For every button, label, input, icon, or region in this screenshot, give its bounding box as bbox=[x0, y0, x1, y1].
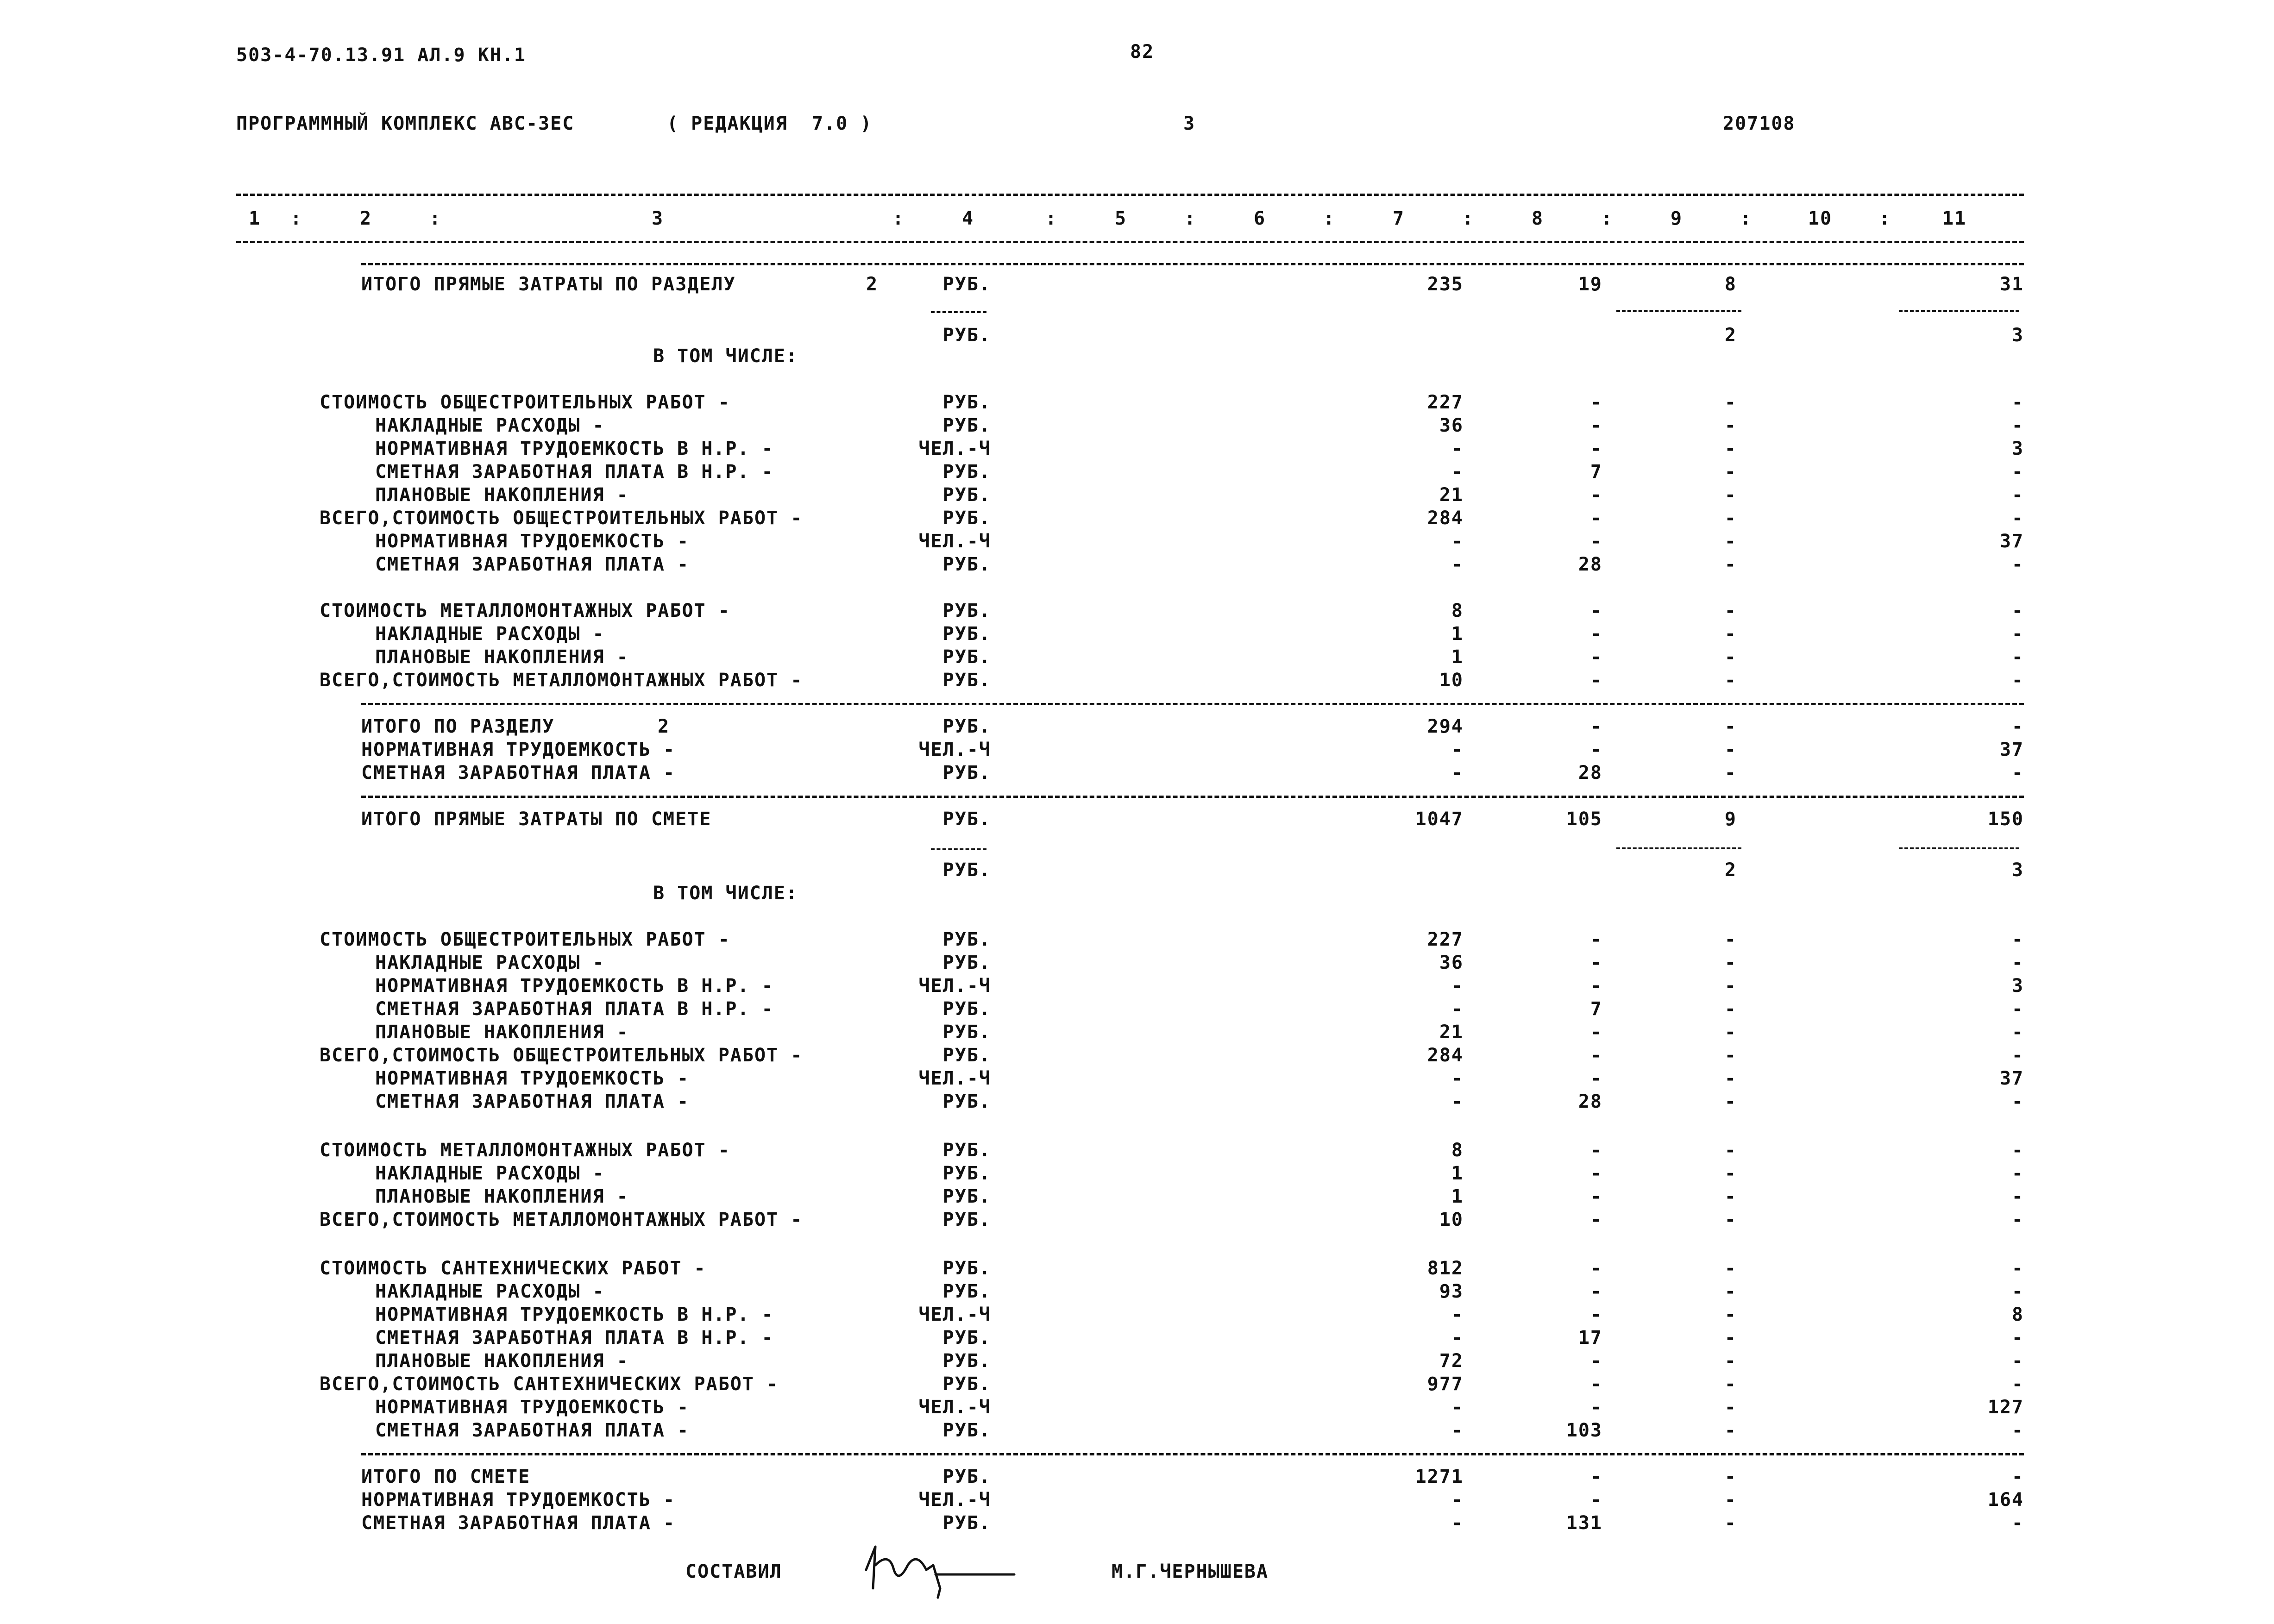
row-value-c11: - bbox=[2011, 1327, 2024, 1348]
row-value-c7: - bbox=[1451, 461, 1464, 483]
row-label: НАКЛАДНЫЕ РАСХОДЫ - bbox=[375, 1163, 605, 1184]
row-value-c9: - bbox=[1724, 1466, 1737, 1487]
row-value-c11: 3 bbox=[2011, 325, 2024, 346]
row-value-c8: 28 bbox=[1578, 762, 1602, 784]
row-value-c8: 19 bbox=[1578, 274, 1602, 295]
col-header-11: 11 bbox=[1942, 208, 1967, 229]
row-value-c9: - bbox=[1724, 508, 1737, 529]
col-separator: : bbox=[1601, 208, 1614, 229]
row-label: СТОИМОСТЬ ОБЩЕСТРОИТЕЛЬНЫХ РАБОТ - bbox=[320, 929, 730, 950]
row-unit: РУБ. bbox=[942, 1022, 991, 1043]
row-value-c8: - bbox=[1590, 670, 1602, 691]
row-value-c8: - bbox=[1590, 1186, 1602, 1207]
row-unit: РУБ. bbox=[942, 554, 991, 575]
row-value-c11: - bbox=[2011, 1258, 2024, 1279]
row-value-c7: - bbox=[1451, 1397, 1464, 1418]
row-value-c8: - bbox=[1590, 1045, 1602, 1066]
col-header-8: 8 bbox=[1531, 208, 1544, 229]
row-value-c7: 1 bbox=[1451, 1186, 1464, 1207]
row-value-c7: 10 bbox=[1439, 670, 1464, 691]
row-value-c11: - bbox=[2011, 1163, 2024, 1184]
col9-underline bbox=[1616, 847, 1741, 849]
row-value-c8: - bbox=[1590, 1350, 1602, 1372]
row-unit: ЧЕЛ.-Ч bbox=[918, 739, 991, 760]
col-separator: : bbox=[892, 208, 905, 229]
row-value-c11: 37 bbox=[1999, 739, 2024, 760]
row-value-c11: - bbox=[2011, 461, 2024, 483]
program-title: ПРОГРАММНЫЙ КОМПЛЕКС АВС-3ЕС bbox=[236, 113, 575, 134]
row-value-c9: - bbox=[1724, 929, 1737, 950]
row-unit: РУБ. bbox=[942, 1327, 991, 1348]
row-value-c7: 72 bbox=[1439, 1350, 1464, 1372]
col-header-3: 3 bbox=[651, 208, 664, 229]
composer-name: М.Г.ЧЕРНЫШЕВА bbox=[1112, 1561, 1269, 1582]
row-value-c9: - bbox=[1724, 1304, 1737, 1325]
row-value-c8: - bbox=[1590, 1397, 1602, 1418]
row-value-c11: - bbox=[2011, 1209, 2024, 1230]
row-value-c7: 812 bbox=[1427, 1258, 1464, 1279]
row-value-c9: - bbox=[1724, 392, 1737, 413]
row-unit: РУБ. bbox=[942, 762, 991, 784]
row-label: СМЕТНАЯ ЗАРАБОТНАЯ ПЛАТА - bbox=[375, 1420, 690, 1441]
row-value-c9: - bbox=[1724, 670, 1737, 691]
row-unit: РУБ. bbox=[942, 859, 991, 881]
row-value-c7: 227 bbox=[1427, 929, 1464, 950]
row-value-c9: - bbox=[1724, 484, 1737, 506]
row-label: СТОИМОСТЬ ОБЩЕСТРОИТЕЛЬНЫХ РАБОТ - bbox=[320, 392, 730, 413]
col11-underline bbox=[1899, 847, 2019, 849]
row-label: СМЕТНАЯ ЗАРАБОТНАЯ ПЛАТА В Н.Р. - bbox=[375, 998, 774, 1020]
row-value-c7: 235 bbox=[1427, 274, 1464, 295]
row-value-c7: - bbox=[1451, 438, 1464, 459]
row-label: ПЛАНОВЫЕ НАКОПЛЕНИЯ - bbox=[375, 1022, 629, 1043]
row-label: НАКЛАДНЫЕ РАСХОДЫ - bbox=[375, 415, 605, 436]
row-value-c11: - bbox=[2011, 1022, 2024, 1043]
row-value-c9: - bbox=[1724, 600, 1737, 621]
row-section-number: 2 bbox=[866, 274, 879, 295]
row-value-c9: - bbox=[1724, 952, 1737, 973]
row-label: ПЛАНОВЫЕ НАКОПЛЕНИЯ - bbox=[375, 646, 629, 668]
row-value-c7: 36 bbox=[1439, 415, 1464, 436]
col11-underline bbox=[1899, 310, 2019, 312]
row-value-c7: - bbox=[1451, 1512, 1464, 1534]
row-label: НОРМАТИВНАЯ ТРУДОЕМКОСТЬ В Н.Р. - bbox=[375, 1304, 774, 1325]
col9-underline bbox=[1616, 310, 1741, 312]
row-value-c9: - bbox=[1724, 762, 1737, 784]
row-value-c9: - bbox=[1724, 1373, 1737, 1395]
col-separator: : bbox=[1740, 208, 1753, 229]
row-unit: ЧЕЛ.-Ч bbox=[918, 1304, 991, 1325]
row-value-c8: - bbox=[1590, 600, 1602, 621]
row-value-c9: - bbox=[1724, 1420, 1737, 1441]
row-label: ВСЕГО,СТОИМОСТЬ ОБЩЕСТРОИТЕЛЬНЫХ РАБОТ - bbox=[320, 1045, 803, 1066]
row-unit: ЧЕЛ.-Ч bbox=[918, 531, 991, 552]
row-unit: РУБ. bbox=[942, 1140, 991, 1161]
row-unit: РУБ. bbox=[942, 1209, 991, 1230]
row-label: В ТОМ ЧИСЛЕ: bbox=[653, 883, 798, 904]
unit-underline bbox=[931, 311, 986, 313]
row-label: НАКЛАДНЫЕ РАСХОДЫ - bbox=[375, 952, 605, 973]
row-label: ВСЕГО,СТОИМОСТЬ ОБЩЕСТРОИТЕЛЬНЫХ РАБОТ - bbox=[320, 508, 803, 529]
row-unit: РУБ. bbox=[942, 461, 991, 483]
row-unit: РУБ. bbox=[942, 274, 991, 295]
row-value-c7: - bbox=[1451, 1489, 1464, 1511]
row-value-c8: - bbox=[1590, 739, 1602, 760]
row-value-c9: - bbox=[1724, 1045, 1737, 1066]
row-label: ВСЕГО,СТОИМОСТЬ МЕТАЛЛОМОНТАЖНЫХ РАБОТ - bbox=[320, 670, 803, 691]
row-unit: РУБ. bbox=[942, 1350, 991, 1372]
row-label: В ТОМ ЧИСЛЕ: bbox=[653, 345, 798, 367]
row-unit: РУБ. bbox=[942, 670, 991, 691]
row-unit: РУБ. bbox=[942, 646, 991, 668]
section-divider bbox=[361, 263, 2024, 265]
row-value-c8: - bbox=[1590, 623, 1602, 645]
row-value-c11: 37 bbox=[1999, 531, 2024, 552]
row-value-c8: - bbox=[1590, 975, 1602, 997]
row-value-c7: 1 bbox=[1451, 646, 1464, 668]
col-separator: : bbox=[429, 208, 442, 229]
row-value-c9: - bbox=[1724, 1327, 1737, 1348]
row-unit: РУБ. bbox=[942, 716, 991, 737]
row-value-c9: - bbox=[1724, 998, 1737, 1020]
row-value-c11: - bbox=[2011, 508, 2024, 529]
row-value-c11: 3 bbox=[2011, 859, 2024, 881]
row-value-c11: - bbox=[2011, 623, 2024, 645]
row-value-c8: - bbox=[1590, 1209, 1602, 1230]
row-unit: РУБ. bbox=[942, 952, 991, 973]
row-label: НАКЛАДНЫЕ РАСХОДЫ - bbox=[375, 1281, 605, 1302]
unit-underline bbox=[931, 848, 986, 850]
row-value-c9: - bbox=[1724, 1140, 1737, 1161]
row-value-c9: - bbox=[1724, 646, 1737, 668]
row-value-c8: 7 bbox=[1590, 998, 1602, 1020]
row-label: НОРМАТИВНАЯ ТРУДОЕМКОСТЬ - bbox=[361, 1489, 676, 1511]
row-value-c7: 284 bbox=[1427, 508, 1464, 529]
row-value-c9: - bbox=[1724, 531, 1737, 552]
row-value-c9: - bbox=[1724, 1186, 1737, 1207]
row-label: НОРМАТИВНАЯ ТРУДОЕМКОСТЬ - bbox=[375, 531, 690, 552]
row-label: СТОИМОСТЬ САНТЕХНИЧЕСКИХ РАБОТ - bbox=[320, 1258, 706, 1279]
row-value-c8: 17 bbox=[1578, 1327, 1602, 1348]
row-unit: РУБ. bbox=[942, 1091, 991, 1112]
row-value-c9: - bbox=[1724, 554, 1737, 575]
row-unit: РУБ. bbox=[942, 415, 991, 436]
row-unit: РУБ. bbox=[942, 600, 991, 621]
row-unit: РУБ. bbox=[942, 1373, 991, 1395]
row-label: СМЕТНАЯ ЗАРАБОТНАЯ ПЛАТА - bbox=[361, 762, 676, 784]
row-value-c8: - bbox=[1590, 1140, 1602, 1161]
row-value-c8: 28 bbox=[1578, 554, 1602, 575]
row-value-c7: 8 bbox=[1451, 600, 1464, 621]
row-label: ВСЕГО,СТОИМОСТЬ МЕТАЛЛОМОНТАЖНЫХ РАБОТ - bbox=[320, 1209, 803, 1230]
row-value-c9: - bbox=[1724, 1489, 1737, 1511]
row-unit: ЧЕЛ.-Ч bbox=[918, 438, 991, 459]
row-value-c9: - bbox=[1724, 1512, 1737, 1534]
row-unit: ЧЕЛ.-Ч bbox=[918, 1068, 991, 1089]
row-label: СМЕТНАЯ ЗАРАБОТНАЯ ПЛАТА - bbox=[375, 1091, 690, 1112]
col-separator: : bbox=[1323, 208, 1336, 229]
row-value-c9: 9 bbox=[1724, 809, 1737, 830]
row-label: НОРМАТИВНАЯ ТРУДОЕМКОСТЬ - bbox=[375, 1068, 690, 1089]
program-edition: ( РЕДАКЦИЯ 7.0 ) bbox=[667, 113, 873, 134]
row-value-c9: - bbox=[1724, 461, 1737, 483]
col-header-10: 10 bbox=[1808, 208, 1833, 229]
row-unit: РУБ. bbox=[942, 1466, 991, 1487]
row-label: СТОИМОСТЬ МЕТАЛЛОМОНТАЖНЫХ РАБОТ - bbox=[320, 600, 730, 621]
col-separator: : bbox=[1462, 208, 1475, 229]
row-value-c9: - bbox=[1724, 1281, 1737, 1302]
document-id: 207108 bbox=[1723, 113, 1796, 134]
row-value-c8: - bbox=[1590, 1163, 1602, 1184]
section-divider bbox=[361, 703, 2024, 705]
row-label: ИТОГО ПО СМЕТЕ bbox=[361, 1466, 531, 1487]
row-value-c8: 103 bbox=[1566, 1420, 1602, 1441]
row-value-c7: 36 bbox=[1439, 952, 1464, 973]
row-label: ПЛАНОВЫЕ НАКОПЛЕНИЯ - bbox=[375, 1350, 629, 1372]
row-value-c11: 37 bbox=[1999, 1068, 2024, 1089]
row-value-c11: - bbox=[2011, 415, 2024, 436]
row-value-c11: - bbox=[2011, 1420, 2024, 1441]
row-value-c8: - bbox=[1590, 438, 1602, 459]
row-value-c11: - bbox=[2011, 1186, 2024, 1207]
row-label: НОРМАТИВНАЯ ТРУДОЕМКОСТЬ В Н.Р. - bbox=[375, 438, 774, 459]
row-value-c7: - bbox=[1451, 1091, 1464, 1112]
row-value-c11: 127 bbox=[1987, 1397, 2024, 1418]
row-value-c7: 1271 bbox=[1415, 1466, 1464, 1487]
col-header-5: 5 bbox=[1114, 208, 1127, 229]
row-value-c11: - bbox=[2011, 1281, 2024, 1302]
row-label: НАКЛАДНЫЕ РАСХОДЫ - bbox=[375, 623, 605, 645]
row-value-c9: 2 bbox=[1724, 859, 1737, 881]
row-label: ИТОГО ПРЯМЫЕ ЗАТРАТЫ ПО РАЗДЕЛУ bbox=[361, 274, 736, 295]
row-label: ПЛАНОВЫЕ НАКОПЛЕНИЯ - bbox=[375, 1186, 629, 1207]
row-value-c11: - bbox=[2011, 392, 2024, 413]
row-section-number: 2 bbox=[658, 716, 670, 737]
row-unit: РУБ. bbox=[942, 325, 991, 346]
row-unit: РУБ. bbox=[942, 1420, 991, 1441]
row-value-c9: 8 bbox=[1724, 274, 1737, 295]
row-label: СМЕТНАЯ ЗАРАБОТНАЯ ПЛАТА - bbox=[375, 554, 690, 575]
row-unit: РУБ. bbox=[942, 392, 991, 413]
row-unit: РУБ. bbox=[942, 998, 991, 1020]
row-value-c9: - bbox=[1724, 1091, 1737, 1112]
row-value-c11: - bbox=[2011, 600, 2024, 621]
row-value-c7: 1047 bbox=[1415, 809, 1464, 830]
row-label: ПЛАНОВЫЕ НАКОПЛЕНИЯ - bbox=[375, 484, 629, 506]
row-value-c7: 10 bbox=[1439, 1209, 1464, 1230]
row-value-c11: - bbox=[2011, 998, 2024, 1020]
row-value-c8: - bbox=[1590, 716, 1602, 737]
row-label: ВСЕГО,СТОИМОСТЬ САНТЕХНИЧЕСКИХ РАБОТ - bbox=[320, 1373, 779, 1395]
row-unit: ЧЕЛ.-Ч bbox=[918, 1397, 991, 1418]
row-value-c8: - bbox=[1590, 952, 1602, 973]
row-value-c11: - bbox=[2011, 1512, 2024, 1534]
row-value-c7: 21 bbox=[1439, 1022, 1464, 1043]
row-value-c9: - bbox=[1724, 739, 1737, 760]
row-label: ИТОГО ПРЯМЫЕ ЗАТРАТЫ ПО СМЕТЕ bbox=[361, 809, 712, 830]
row-value-c11: - bbox=[2011, 1466, 2024, 1487]
row-value-c11: 31 bbox=[1999, 274, 2024, 295]
row-value-c8: - bbox=[1590, 508, 1602, 529]
row-value-c8: - bbox=[1590, 484, 1602, 506]
row-unit: РУБ. bbox=[942, 1258, 991, 1279]
row-value-c9: - bbox=[1724, 438, 1737, 459]
row-value-c9: - bbox=[1724, 1258, 1737, 1279]
row-value-c8: 105 bbox=[1566, 809, 1602, 830]
page-number: 82 bbox=[1130, 41, 1155, 63]
row-unit: РУБ. bbox=[942, 508, 991, 529]
row-value-c9: - bbox=[1724, 1397, 1737, 1418]
row-value-c11: 3 bbox=[2011, 438, 2024, 459]
composed-by-label: СОСТАВИЛ bbox=[685, 1561, 782, 1582]
row-unit: РУБ. bbox=[942, 623, 991, 645]
row-value-c8: - bbox=[1590, 646, 1602, 668]
row-value-c9: - bbox=[1724, 415, 1737, 436]
col-separator: : bbox=[1878, 208, 1891, 229]
section-divider bbox=[361, 796, 2024, 798]
row-unit: РУБ. bbox=[942, 1186, 991, 1207]
row-value-c9: - bbox=[1724, 623, 1737, 645]
row-value-c11: 164 bbox=[1987, 1489, 2024, 1511]
col-header-6: 6 bbox=[1253, 208, 1266, 229]
row-value-c11: - bbox=[2011, 1091, 2024, 1112]
row-value-c8: - bbox=[1590, 1489, 1602, 1511]
row-value-c9: - bbox=[1724, 975, 1737, 997]
row-value-c7: 227 bbox=[1427, 392, 1464, 413]
row-value-c11: - bbox=[2011, 554, 2024, 575]
row-value-c7: - bbox=[1451, 739, 1464, 760]
row-value-c11: - bbox=[2011, 1373, 2024, 1395]
row-unit: ЧЕЛ.-Ч bbox=[918, 975, 991, 997]
row-value-c11: - bbox=[2011, 952, 2024, 973]
row-label: СМЕТНАЯ ЗАРАБОТНАЯ ПЛАТА В Н.Р. - bbox=[375, 461, 774, 483]
row-value-c7: - bbox=[1451, 1068, 1464, 1089]
row-value-c11: - bbox=[2011, 646, 2024, 668]
row-value-c7: 294 bbox=[1427, 716, 1464, 737]
row-value-c7: - bbox=[1451, 975, 1464, 997]
col-header-1: 1 bbox=[248, 208, 261, 229]
row-value-c8: - bbox=[1590, 1022, 1602, 1043]
row-value-c8: - bbox=[1590, 1304, 1602, 1325]
row-value-c11: - bbox=[2011, 929, 2024, 950]
row-unit: ЧЕЛ.-Ч bbox=[918, 1489, 991, 1511]
row-label: СТОИМОСТЬ МЕТАЛЛОМОНТАЖНЫХ РАБОТ - bbox=[320, 1140, 730, 1161]
row-value-c8: - bbox=[1590, 1373, 1602, 1395]
row-label: ИТОГО ПО РАЗДЕЛУ bbox=[361, 716, 555, 737]
row-value-c8: - bbox=[1590, 929, 1602, 950]
row-value-c11: - bbox=[2011, 1350, 2024, 1372]
row-value-c8: - bbox=[1590, 1068, 1602, 1089]
row-label: НОРМАТИВНАЯ ТРУДОЕМКОСТЬ - bbox=[375, 1397, 690, 1418]
row-value-c7: 21 bbox=[1439, 484, 1464, 506]
col-header-7: 7 bbox=[1392, 208, 1405, 229]
col-header-2: 2 bbox=[359, 208, 372, 229]
row-value-c7: - bbox=[1451, 1304, 1464, 1325]
row-value-c11: - bbox=[2011, 716, 2024, 737]
col-separator: : bbox=[1184, 208, 1197, 229]
row-unit: РУБ. bbox=[942, 1163, 991, 1184]
header-rule-bottom bbox=[236, 241, 2024, 243]
row-value-c7: - bbox=[1451, 1420, 1464, 1441]
row-value-c9: - bbox=[1724, 1209, 1737, 1230]
row-value-c7: - bbox=[1451, 554, 1464, 575]
row-value-c9: - bbox=[1724, 716, 1737, 737]
row-value-c11: - bbox=[2011, 762, 2024, 784]
row-value-c9: - bbox=[1724, 1350, 1737, 1372]
row-value-c7: - bbox=[1451, 1327, 1464, 1348]
row-label: НОРМАТИВНАЯ ТРУДОЕМКОСТЬ - bbox=[361, 739, 676, 760]
row-label: СМЕТНАЯ ЗАРАБОТНАЯ ПЛАТА В Н.Р. - bbox=[375, 1327, 774, 1348]
row-value-c9: - bbox=[1724, 1163, 1737, 1184]
row-value-c8: - bbox=[1590, 415, 1602, 436]
col-separator: : bbox=[290, 208, 303, 229]
row-value-c8: - bbox=[1590, 531, 1602, 552]
row-value-c11: - bbox=[2011, 1140, 2024, 1161]
row-unit: РУБ. bbox=[942, 1045, 991, 1066]
row-value-c9: - bbox=[1724, 1068, 1737, 1089]
header-rule-top bbox=[236, 194, 2024, 196]
signature bbox=[857, 1537, 1024, 1602]
col-header-4: 4 bbox=[961, 208, 974, 229]
row-value-c7: 8 bbox=[1451, 1140, 1464, 1161]
row-value-c11: - bbox=[2011, 484, 2024, 506]
row-value-c11: 3 bbox=[2011, 975, 2024, 997]
row-value-c9: - bbox=[1724, 1022, 1737, 1043]
row-value-c11: 8 bbox=[2011, 1304, 2024, 1325]
row-value-c7: - bbox=[1451, 762, 1464, 784]
row-value-c8: - bbox=[1590, 1281, 1602, 1302]
row-value-c7: - bbox=[1451, 998, 1464, 1020]
row-value-c7: - bbox=[1451, 531, 1464, 552]
row-value-c9: 2 bbox=[1724, 325, 1737, 346]
row-value-c8: - bbox=[1590, 1466, 1602, 1487]
row-value-c11: 150 bbox=[1987, 809, 2024, 830]
row-unit: РУБ. bbox=[942, 484, 991, 506]
row-label: СМЕТНАЯ ЗАРАБОТНАЯ ПЛАТА - bbox=[361, 1512, 676, 1534]
row-value-c8: - bbox=[1590, 392, 1602, 413]
col-header-9: 9 bbox=[1670, 208, 1683, 229]
document-code: 503-4-70.13.91 АЛ.9 КН.1 bbox=[236, 44, 526, 66]
row-value-c11: - bbox=[2011, 1045, 2024, 1066]
row-value-c8: - bbox=[1590, 1258, 1602, 1279]
row-unit: РУБ. bbox=[942, 1512, 991, 1534]
row-value-c7: 284 bbox=[1427, 1045, 1464, 1066]
col-separator: : bbox=[1045, 208, 1058, 229]
section-divider bbox=[361, 1453, 2024, 1455]
row-value-c7: 977 bbox=[1427, 1373, 1464, 1395]
row-label: НОРМАТИВНАЯ ТРУДОЕМКОСТЬ В Н.Р. - bbox=[375, 975, 774, 997]
section-number: 3 bbox=[1183, 113, 1196, 134]
row-value-c7: 1 bbox=[1451, 623, 1464, 645]
row-value-c8: 28 bbox=[1578, 1091, 1602, 1112]
row-value-c11: - bbox=[2011, 670, 2024, 691]
row-value-c8: 131 bbox=[1566, 1512, 1602, 1534]
row-value-c7: 93 bbox=[1439, 1281, 1464, 1302]
row-unit: РУБ. bbox=[942, 1281, 991, 1302]
row-unit: РУБ. bbox=[942, 929, 991, 950]
row-unit: РУБ. bbox=[942, 809, 991, 830]
row-value-c8: 7 bbox=[1590, 461, 1602, 483]
row-value-c7: 1 bbox=[1451, 1163, 1464, 1184]
